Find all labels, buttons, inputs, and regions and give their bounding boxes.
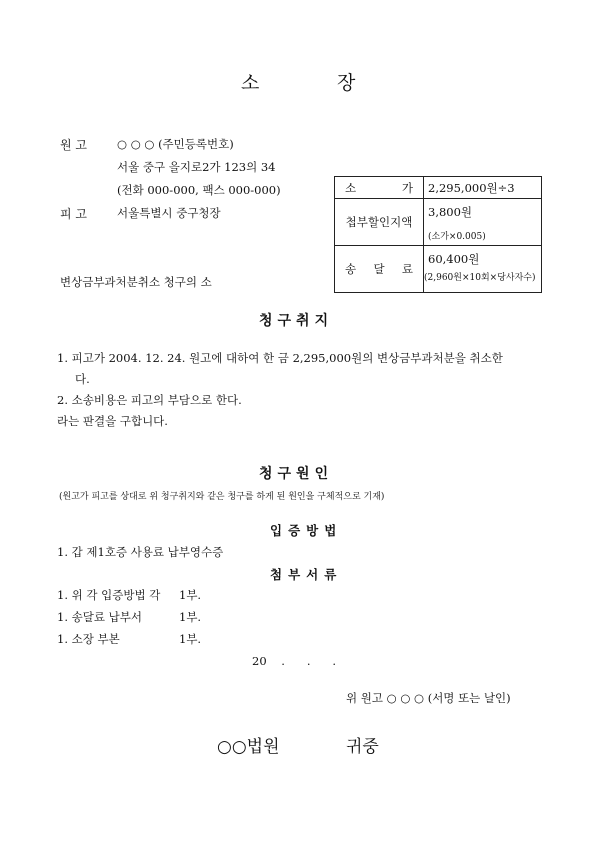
attachment-qty: 1부. <box>179 610 202 624</box>
fee-value: 60,400원 (2,960원×10회×당사자수) <box>424 246 542 293</box>
fee-note: (소가×0.005) <box>428 232 486 242</box>
attachment-name: 1. 소장 부본 <box>57 632 120 646</box>
date-line: 20 . . . <box>252 654 337 668</box>
claim-item: 1. 피고가 2004. 12. 24. 원고에 대하여 한 금 2,295,000원의 변상금부과처분을 취소한 <box>57 351 503 365</box>
fee-row <box>335 246 542 293</box>
case-name: 변상금부과처분취소 청구의 소 <box>60 275 212 289</box>
attachment-name: 1. 송달료 납부서 <box>57 610 142 624</box>
evidence-heading: 입증방법 <box>270 523 343 538</box>
fee-row <box>335 177 542 199</box>
defendant-label: 피 고 <box>60 207 87 221</box>
fee-value: 3,800원 (소가×0.005) <box>424 199 542 246</box>
title-char-right: 장 <box>337 72 356 94</box>
fee-row <box>335 199 542 246</box>
signature-line: 위 원고 ○ ○ ○ (서명 또는 날인) <box>346 691 511 705</box>
claim-item: 라는 판결을 구합니다. <box>57 414 168 428</box>
cause-heading: 청구원인 <box>259 466 334 482</box>
attachments-heading: 첨부서류 <box>270 567 343 582</box>
court-name: ○○법원 <box>217 737 280 757</box>
plaintiff-name: ○ ○ ○ (주민등록번호) <box>117 137 234 151</box>
fee-key: 소 가 <box>335 177 424 199</box>
claim-heading: 청구취지 <box>259 313 334 329</box>
fee-note: (2,960원×10회×당사자수) <box>424 273 536 283</box>
evidence-item: 1. 갑 제1호증 사용료 납부영수증 <box>57 545 224 559</box>
defendant-name: 서울특별시 중구청장 <box>117 206 221 220</box>
fee-table <box>334 176 542 293</box>
attachment-name: 1. 위 각 입증방법 각 <box>57 588 161 602</box>
plaintiff-address: 서울 중구 을지로2가 123의 34 <box>117 160 276 174</box>
fee-key: 첩부할인지액 <box>335 199 424 246</box>
plaintiff-label: 원 고 <box>60 138 87 152</box>
plaintiff-contact: (전화 000-000, 팩스 000-000) <box>117 183 281 197</box>
fee-value: 2,295,000원÷3 <box>424 177 542 199</box>
attachment-qty: 1부. <box>179 632 202 646</box>
claim-item: 2. 소송비용은 피고의 부담으로 한다. <box>57 393 242 407</box>
title-char-left: 소 <box>241 72 260 94</box>
cause-note: (원고가 피고를 상대로 위 청구취지와 같은 청구를 하게 된 원인을 구체적으로 기재) <box>59 492 385 502</box>
fee-key: 송 달 료 <box>335 246 424 293</box>
attachment-qty: 1부. <box>179 588 202 602</box>
court-suffix: 귀중 <box>346 737 379 757</box>
claim-item: 다. <box>75 372 90 386</box>
